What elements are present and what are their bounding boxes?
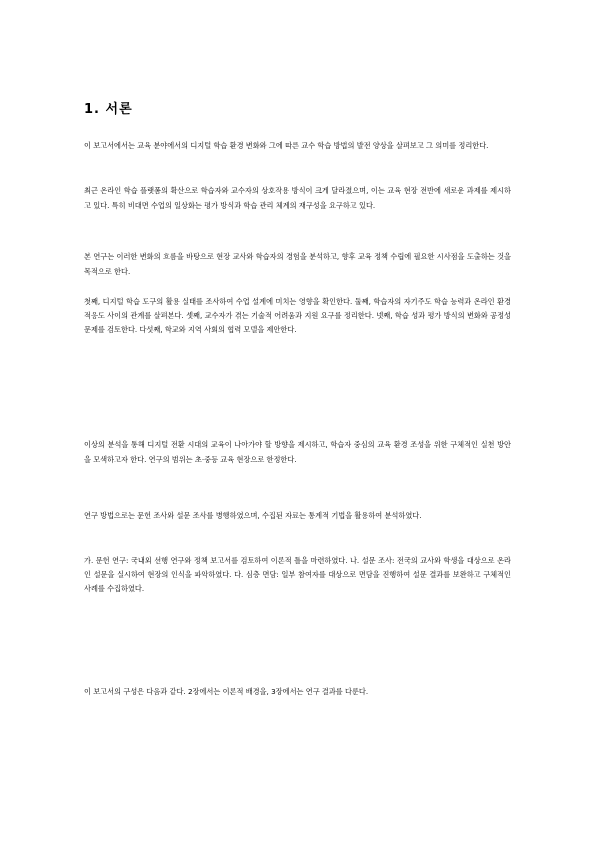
paragraph: 이 보고서에서는 교육 분야에서의 디지털 학습 환경 변화와 그에 따른 교수 학습 방법의 발전 양상을 살펴보고 그 의미를 정리한다. xyxy=(84,141,489,150)
paragraph: 이상의 분석을 통해 디지털 전환 시대의 교육이 나아가야 할 방향을 제시하고, 학습자 중심의 교육 환경 조성을 위한 구체적인 실천 방안을 모색하고자 한다. 연구의 범위는 초·중등 교육 현장으로 한정한다. xyxy=(84,440,511,464)
paragraph: 본 연구는 이러한 변화의 흐름을 바탕으로 현장 교사와 학습자의 경험을 분석하고, 향후 교육 정책 수립에 필요한 시사점을 도출하는 것을 목적으로 한다. xyxy=(84,252,511,276)
paragraph: 이 보고서의 구성은 다음과 같다. 2장에서는 이론적 배경을, 3장에서는 연구 결과를 다룬다. xyxy=(84,687,369,696)
paragraph: 첫째, 디지털 학습 도구의 활용 실태를 조사하여 수업 설계에 미치는 영향을 확인한다. 둘째, 학습자의 자기주도 학습 능력과 온라인 환경 적응도 사이의 관계를 살펴본다. 셋째, 교수자가 겪는 기술적 어려움과 지원 요구를 정리한다. 넷째, 학습 성과 평가 방식의 변화와 공정성 문제를 검토한다. 다섯째, 학교와 지역 사회의 협력 모델을 제안한다. xyxy=(84,297,511,334)
paragraph: 가. 문헌 연구: 국내외 선행 연구와 정책 보고서를 검토하여 이론적 틀을 마련하였다. 나. 설문 조사: 전국의 교사와 학생을 대상으로 온라인 설문을 실시하여 현장의 인식을 파악하였다. 다. 심층 면담: 일부 참여자를 대상으로 면담을 진행하여 설문 결과를 보완하고 구체적인 사례를 수집하였다. xyxy=(84,556,511,593)
paragraph: 연구 방법으로는 문헌 조사와 설문 조사를 병행하였으며, 수집된 자료는 통계적 기법을 활용하여 분석하였다. xyxy=(84,511,422,520)
paragraph: 최근 온라인 학습 플랫폼의 확산으로 학습자와 교수자의 상호작용 방식이 크게 달라졌으며, 이는 교육 현장 전반에 새로운 과제를 제시하고 있다. 특히 비대면 수업의 일상화는 평가 방식과 학습 관리 체계의 재구성을 요구하고 있다. xyxy=(84,186,511,210)
section-heading: 1. 서론 xyxy=(84,102,133,117)
